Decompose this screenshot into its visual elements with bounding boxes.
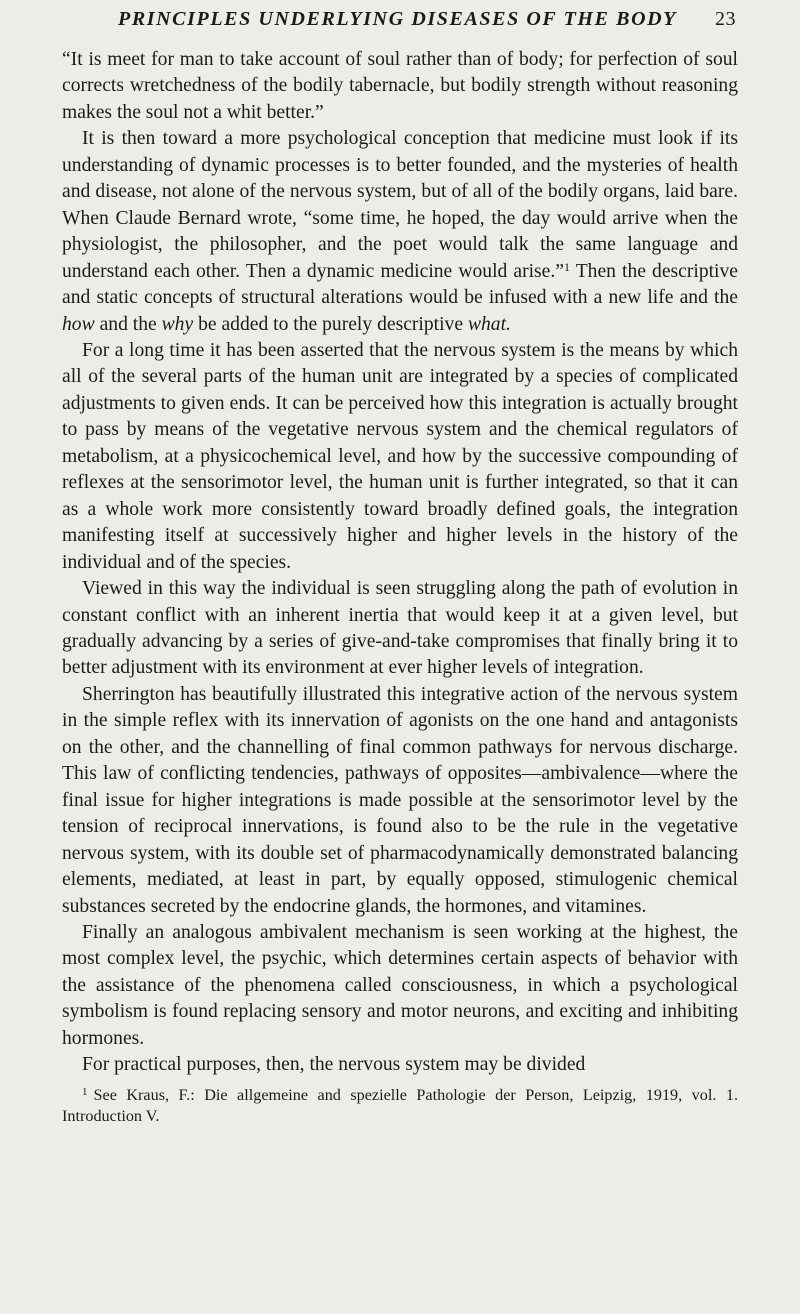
emphasis-how: how xyxy=(62,313,95,335)
footnote-text: See Kraus, F.: Die allgemeine and spezielle Pathologie der Person, Leipzig, 1919, vol. 1. Introduction V. xyxy=(62,1085,738,1125)
footnote-number: 1 xyxy=(82,1085,88,1098)
paragraph-text: and the xyxy=(94,313,162,335)
paragraph-sherrington: Sherrington has beautifully illustrated this integrative action of the nervous system in the simple reflex with its innervation of agonists on the one hand and antagonists on the other, and the channelling of final common pathways for nervous discharge. This law of conflicting tendencies, pathways of opposites—ambivalence—where the final issue for higher integrations is made possible at the sensorimotor level by the tension of reciprocal innervations, is found also to be the rule in the vegetative nervous system, with its double set of pharmacodynamically demonstrated balancing elements, mediated, at least in part, by equally opposed, stimulogenic chemical substances secreted by the endocrine glands, the hormones, and vitamines. xyxy=(62,683,738,917)
footnote xyxy=(62,1085,738,1127)
paragraph-integration: For a long time it has been asserted that the nervous system is the means by which all of the several parts of the human unit are integrated by a species of complicated adjustments to given ends. It can be perceived how this integration is actually brought to pass by means of the vegetative nervous system and the chemical regulators of metabolism, at a physicochemical level, and how by the successive compounding of reflexes at the sensorimotor level, the human unit is further integrated, so that it can as a whole work more consistently toward broadly defined goals, the integration manifesting itself at successively higher and higher levels in the history of the individual and of the species. xyxy=(62,339,738,573)
paragraph-psychic-level: Finally an analogous ambivalent mechanism is seen working at the highest, the most complex level, the psychic, which determines certain aspects of behavior with the assistance of the phenomena called consciousness, in which a psychological symbolism is found replacing sensory and motor neurons, and exciting and inhibiting hormones. xyxy=(62,921,738,1049)
running-head xyxy=(62,6,738,32)
paragraph-quote: “It is meet for man to take account of soul rather than of body; for perfection of soul corrects wretchedness of the bodily tabernacle, but bodily strength without reasoning makes the soul not a whit better.” xyxy=(62,49,738,123)
body-text xyxy=(62,47,738,1079)
paragraph-psychological-conception xyxy=(62,126,738,338)
emphasis-why: why xyxy=(161,313,194,335)
paragraph-evolution: Viewed in this way the individual is seen struggling along the path of evolution in constant conflict with an inherent inertia that would keep it at a given level, but gradually advancing by a series of give-and-take compromises that finally bring it to better adjustment with its environment at ever higher levels of integration. xyxy=(62,578,738,679)
page-number: 23 xyxy=(715,8,736,30)
footnote-reference: 1 xyxy=(563,259,570,274)
paragraph-text: It is then toward a more psychological conception that medicine must look if its understanding of dynamic processes is to better founded, and the mysteries of health and disease, not alone of the nervous system, but of all of the bodily organs, laid bare. When Claude Bernard wrote, “some time, he hoped, the day would arrive when the physiologist, the philosopher, and the poet would talk the same language and understand each other. Then a dynamic medicine would arise.” xyxy=(62,128,738,282)
running-title: PRINCIPLES UNDERLYING DISEASES OF THE BODY xyxy=(118,8,677,30)
emphasis-what: what. xyxy=(467,313,511,335)
paragraph-text: Then the descriptive and static concepts of structural alterations would be infused with a new life and the xyxy=(62,260,738,309)
paragraph-nervous-system-divided: For practical purposes, then, the nervous system may be divided xyxy=(82,1054,586,1076)
paragraph-text: be added to the purely descriptive xyxy=(193,313,468,335)
